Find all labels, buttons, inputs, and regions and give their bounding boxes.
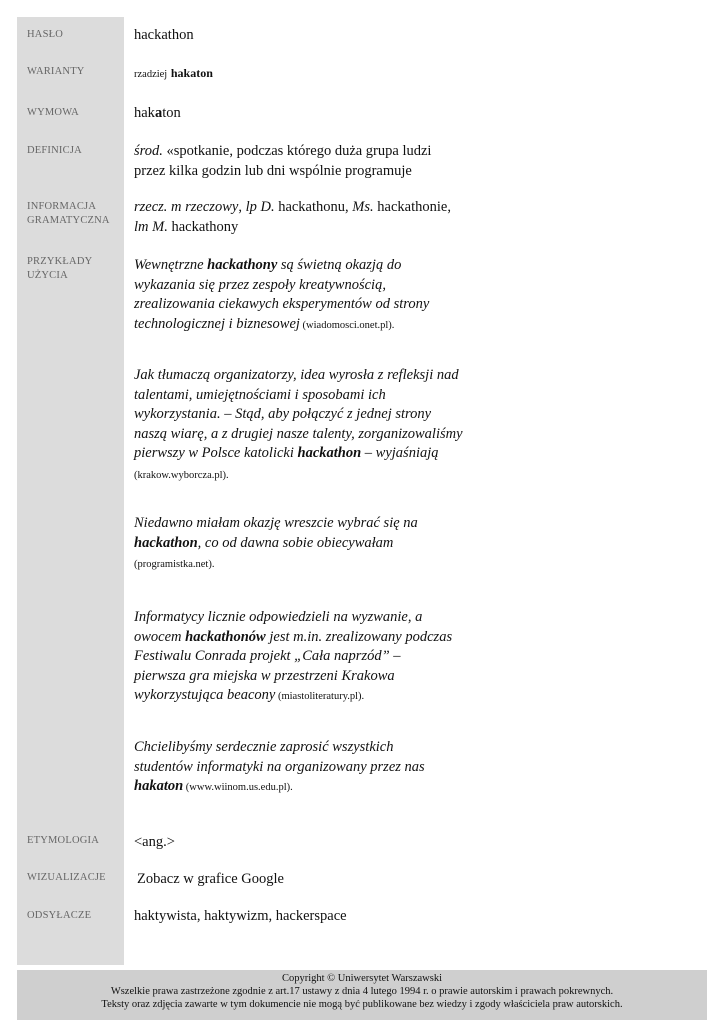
example-source: (krakow.wyborcza.pl).: [134, 469, 229, 481]
definition-text: «spotkanie, podczas którego duża grupa ludzi przez kilka godzin lub dni wspólnie programuje: [134, 143, 432, 179]
footer-line-3: Teksty oraz zdjęcia zawarte w tym dokumencie nie mogą być publikowane bez wiedzy i zgody właściciela praw autorskich.: [101, 999, 623, 1010]
example-source: (www.wiinom.us.edu.pl).: [183, 782, 293, 793]
example-keyword: hackathony: [207, 257, 278, 273]
label-column: [17, 17, 124, 965]
label-etymologia: ETYMOLOGIA: [27, 835, 99, 846]
grammar-part: hackathonie,: [373, 199, 451, 215]
copyright-footer: [17, 970, 707, 1020]
grammar-part: rzecz. m rzeczowy: [134, 199, 239, 215]
pron-after: ton: [162, 105, 181, 121]
footer-line-1: Copyright © Uniwersytet Warszawski: [281, 973, 443, 984]
label-informacja-1: INFORMACJA: [27, 201, 97, 212]
cross-references: haktywista, haktywizm, hackerspace: [134, 908, 347, 924]
definition-qualifier: środ.: [134, 143, 163, 159]
example-keyword: hackathon: [297, 445, 362, 461]
footer-line-2: Wszelkie prawa zastrzeżone zgodnie z art.17 ustawy z dnia 4 lutego 1994 r. o prawie autorskim i prawach pokrewnych.: [110, 986, 614, 997]
example-text: Informatycy licznie odpowiedzieli na wyzwanie, a owocem: [134, 609, 423, 645]
grammar-part: ,: [238, 199, 246, 215]
example-text: – wyjaśniają: [361, 445, 439, 461]
example-text: Niedawno miałam okazję wreszcie wybrać się na: [134, 515, 418, 531]
label-wizualizacje: WIZUALIZACJE: [27, 872, 106, 883]
label-warianty: WARIANTY: [27, 66, 85, 77]
grammar-part: hackathonu,: [274, 199, 353, 215]
example-text: Jak tłumaczą organizatorzy, idea wyrosła z refleksji nad talentami, umiejętnościami i sposobami ich wykorzystania. – Stąd, aby połączyć z jednej strony naszą wiarę, a z drugiej nasze talenty, zorganizowaliśmy pierwszy w Polsce katolicki: [134, 367, 463, 461]
etymology: <ang.>: [134, 834, 175, 850]
example-source: (wiadomosci.onet.pl).: [299, 319, 395, 331]
label-przyklady-1: PRZYKŁADY: [27, 256, 93, 267]
grammar-part: lm M.: [134, 218, 168, 235]
variant-prefix: rzadziej: [134, 69, 168, 80]
example-source: (miastoliteratury.pl).: [275, 691, 365, 702]
variant-word: hakaton: [170, 66, 213, 80]
example-text: Wewnętrzne: [134, 257, 208, 273]
label-definicja: DEFINICJA: [27, 145, 82, 156]
example-text: są świetną okazją do wykazania się przez zespoły kreatywnością, zrealizowania ciekawych eksperymentów od strony technologicznej i biznesowej: [134, 257, 430, 332]
example-source: (programistka.net).: [134, 559, 215, 570]
label-informacja-2: GRAMATYCZNA: [27, 215, 110, 226]
pron-stressed: a: [154, 105, 163, 121]
grammar-part: hackathony: [167, 218, 239, 235]
grammar-part: Ms.: [352, 199, 374, 215]
grammar-part: lp D.: [245, 199, 275, 215]
label-informacja: [27, 200, 127, 228]
label-przyklady: [27, 255, 127, 283]
google-images-link[interactable]: Zobacz w grafice Google: [137, 871, 284, 887]
headword: hackathon: [134, 27, 194, 43]
pronunciation: [134, 104, 474, 124]
example-text: Chcielibyśmy serdecznie zaprosić wszystkich studentów informatyki na organizowany przez nas: [134, 739, 425, 775]
example-keyword: hakaton: [134, 778, 184, 794]
pron-before: hak: [134, 105, 155, 121]
grammar-info: [134, 198, 464, 237]
example-keyword: hackathonów: [185, 628, 266, 645]
example-text: jest m.in. zrealizowany podczas Festiwalu Conrada projekt „Cała naprzód” – pierwsza gra miejska w przestrzeni Krakowa wykorzystująca beacony: [134, 628, 453, 703]
variants: [134, 64, 474, 85]
example-keyword: hackathon: [134, 534, 198, 551]
label-wymowa: WYMOWA: [27, 107, 79, 118]
definition: [134, 142, 454, 181]
example-text: , co od dawna sobie obiecywałam: [197, 534, 394, 551]
label-przyklady-2: UŻYCIA: [27, 270, 68, 281]
label-haslo: HASŁO: [27, 29, 64, 40]
label-odsylacze: ODSYŁACZE: [27, 910, 92, 921]
